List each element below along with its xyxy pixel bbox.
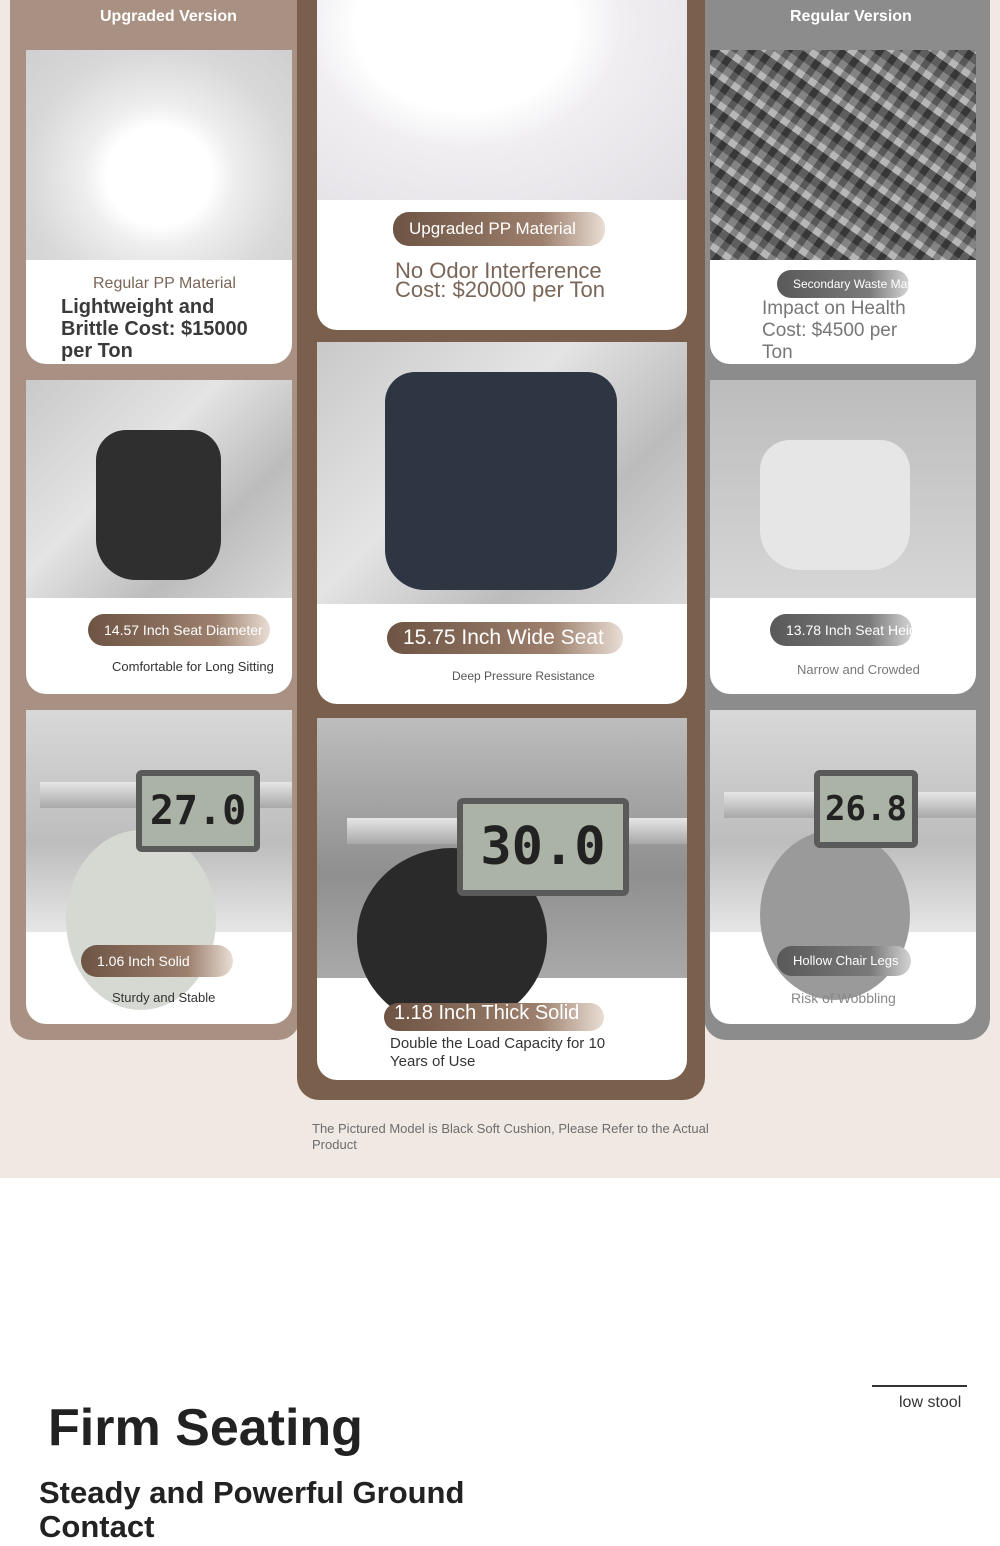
middle-material-pill: Upgraded PP Material xyxy=(393,212,605,246)
right-seat-card xyxy=(710,380,976,694)
middle-leg-desc: Double the Load Capacity for 10 Years of Use xyxy=(390,1035,606,1070)
left-seat-card xyxy=(26,380,292,694)
middle-leg-pill: 1.18 Inch Thick Solid xyxy=(384,1003,604,1031)
middle-material-desc: No Odor Interference Cost: $20000 per Ton xyxy=(395,258,605,302)
right-material-desc: Impact on Health Cost: $4500 per Ton xyxy=(762,298,906,363)
waste-material-image xyxy=(710,50,976,260)
right-seat-desc: Narrow and Crowded xyxy=(797,662,920,677)
middle-seat-pill: 15.75 Inch Wide Seat xyxy=(387,622,623,654)
section-subtitle: Steady and Powerful Ground Contact xyxy=(39,1475,465,1544)
middle-seat-desc: Deep Pressure Resistance xyxy=(452,669,595,683)
left-seat-pill: 14.57 Inch Seat Diameter xyxy=(88,614,270,646)
tag-divider xyxy=(872,1385,967,1387)
middle-leg-card xyxy=(317,718,687,1080)
upgraded-granules-image xyxy=(317,0,687,200)
low-stool-tag: low stool xyxy=(899,1394,962,1411)
left-material-card xyxy=(26,50,292,364)
seat-cushion-shape xyxy=(760,440,910,570)
black-seat-image xyxy=(26,380,292,598)
caliper-image xyxy=(26,710,292,932)
left-caliper-reading: 27.0 xyxy=(136,770,260,852)
pp-granules-image xyxy=(26,50,292,260)
left-leg-card xyxy=(26,710,292,1024)
caliper-image xyxy=(710,710,976,932)
right-leg-desc: Risk of Wobbling xyxy=(791,990,896,1006)
right-caliper-reading: 26.8 xyxy=(814,770,918,848)
middle-seat-card xyxy=(317,342,687,704)
middle-caliper-reading: 30.0 xyxy=(457,798,629,896)
product-footnote: The Pictured Model is Black Soft Cushion, Please Refer to the Actual Product xyxy=(312,1121,709,1152)
section-title: Firm Seating xyxy=(48,1399,363,1457)
grey-seat-image xyxy=(710,380,976,598)
seat-cushion-shape xyxy=(96,430,221,580)
left-seat-desc: Comfortable for Long Sitting xyxy=(112,659,274,674)
right-material-card xyxy=(710,50,976,364)
right-material-pill: Secondary Waste Material xyxy=(777,270,909,298)
middle-material-card xyxy=(317,0,687,330)
left-leg-pill: 1.06 Inch Solid xyxy=(81,945,233,977)
seat-cushion-shape xyxy=(385,372,617,590)
upgraded-version-title: Upgraded Version xyxy=(100,8,237,25)
caliper-image xyxy=(317,718,687,978)
dark-seat-image xyxy=(317,342,687,604)
left-leg-desc: Sturdy and Stable xyxy=(112,990,216,1005)
chair-leg-shape xyxy=(66,830,216,1010)
right-leg-pill: Hollow Chair Legs xyxy=(777,946,911,976)
regular-version-title: Regular Version xyxy=(790,8,912,25)
right-seat-pill: 13.78 Inch Seat Height xyxy=(770,614,912,646)
left-material-label: Regular PP Material xyxy=(93,275,236,292)
left-material-desc: Lightweight and Brittle Cost: $15000 per Ton xyxy=(61,296,248,362)
right-leg-card xyxy=(710,710,976,1024)
